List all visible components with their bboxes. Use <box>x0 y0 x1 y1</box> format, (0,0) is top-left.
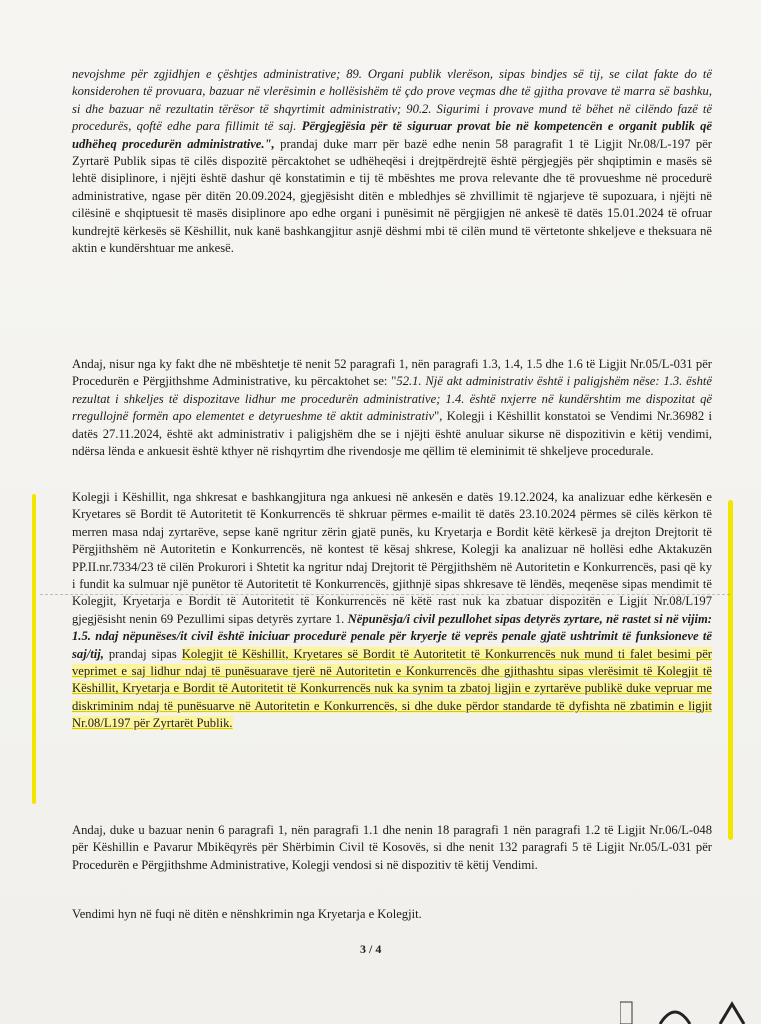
stamp-fragment-icon <box>620 998 750 1024</box>
paragraph-3-quote: Nëpunësja/i civil pezullohet sipas detyrës zyrtare, në rastet si në vijim: 1.5. ndaj nëpunëses/it civil është iniciuar procedurë penale për kryerje të veprës penale gjatë ushtrimit të funksioneve të saj/tij, <box>72 611 712 661</box>
paragraph-3-mid: prandaj sipas <box>103 646 182 661</box>
paragraph-2-body: ", Kolegji i Këshillit konstatoi se Vendimi Nr.36982 i datës 27.11.2024, është akt administrativ i paligjshëm dhe se i njëjti është anuluar sikurse në dispozitivin e këtij vendimi, ndërsa lënda e ankuesit është kthyer në rishqyrtim dhe rivendosje me qëllim të eleminimit të shkeljeve procedurale. <box>72 409 713 459</box>
paragraph-3-highlighted: Kolegjit të Këshillit, Kryetares së Bordit të Autoritetit të Konkurrencës nuk mund ti falet besimi për veprimet e saj lidhur ndaj të punësuarave tjerë në Autoritetin e Konkurrencës dhe gjithashtu sipas vlerësimit të Kolegjit të Këshillit, Kryetarja e Bordit të Autoritetit të Konkurrencës nuk ka synim ta zbatoj ligjin e zyrtarëve publikë duke vepruar me diskriminim ndaj të punësuarve në Autoritetin e Konkurrencës, si dhe duke përdor standarde të dyfishta në zbatimin e ligjit Nr.08/L197 për Zyrtarët Publik. <box>72 646 712 731</box>
paragraph-2-quote: 52.1. Një akt administrativ është i paligjshëm nëse: 1.3. është rezultat i shkeljes të dispozitave lidhur me procedurën administrative; 1.4. është nxjerre në kundërshtim me dispozitat që rregullojnë formën apo elementet e detyrueshme të aktit administrativ <box>72 374 712 424</box>
margin-highlight-left <box>32 494 36 804</box>
quoted-law-text: nevojshme për zgjidhjen e çështjes administrative; 89. Organi publik vlerëson, sipas bindjes së tij, se cilat fakte do të konsiderohen të provuara, bazuar në vlerësimin e hollësishëm të çdo prove veçmas dhe të gjitha provave të marra së bashku, si dhe bazuar në rezultatin tërësor të shqyrtimit administrativ; 90.2. Sigurimi i provave mund të bëhet në cilëndo fazë të procedurës, qoftë edhe para fillimit të saj. <box>72 67 712 134</box>
paragraph-3-intro: Kolegji i Këshillit, nga shkresat e bashkangjitura nga ankuesi në ankesën e datës 19.12.2024, ka analizuar edhe kërkesën e Kryetares së Bordit të Autoritetit të Konkurrencës të shkruar përmes e-mailit të datës 23.10.2024 përmes së cilës kërkon të merren masa ndaj zyrtarëve, sepse kanë ngritur zërin gjatë punës, ku Kryetarja e Bordit këtë kërkesë ja drejton Drejtorit të Përgjithshëm në Autoritetin e Konkurrencës, në kontest të kësaj shkrese, Kolegji ka analizuar në hollësi edhe Aktakuzën PP.II.nr.7334/23 të cilën Prokurori i Shtetit ka ngritur ndaj Drejtorit të Përgjithshëm në Autoritetin e Konkurrencës, pasi që ky i fundit ka sulmuar një punëtor të Autoritetit të Konkurrencës, gjithnjë sipas shkresave të lëndës, meqenëse sipas mendimit të Kolegjit, Kryetarja e Bordit të Autoritetit të Konkurrencës në këtë rast nuk ka zbatuar dispozitën e Ligjit Nr.08/L197 gjegjësisht nenin 69 Pezullimi sipas detyrës zyrtare 1. <box>72 490 712 626</box>
scan-artifact-line <box>40 594 730 595</box>
paragraph-1 <box>72 66 712 257</box>
paragraph-4: Andaj, duke u bazuar nenin 6 paragrafi 1, nën paragrafi 1.1 dhe nenin 18 paragrafi 1 nën paragrafi 1.2 të Ligjit Nr.06/L-048 për Këshillin e Pavarur Mbikëqyrës për Shërbimin Civil të Kosovës, si dhe nenit 132 paragrafi 5 të Ligjit Nr.05/L-031 për Procedurën e Përgjithshme Administrative, Kolegji vendosi si në dispozitiv të këtij Vendimi. <box>72 823 712 872</box>
page-number: 3 / 4 <box>360 942 382 956</box>
paragraph-1-body: prandaj duke marr për bazë edhe nenin 58 paragrafit 1 të Ligjit Nr.08/L-197 për Zyrtarë Publik sipas të cilës dispozitë përcaktohet se udhëheqësi i drejtpërdrejtë është përgjegjës për shqiptimin e masës së lehtë disiplinore, i njëjti është dashur që konstatimin e tij të mbështes me prova relevante dhe të provueshme në procedurë administrative, ngase për ditën 20.09.2024, gjegjësisht ditën e mbledhjes së zhvillimit të ngjarjeve të supozuara, i njëjti në cilësinë e shqiptuesit të masës disiplinore apo edhe organi i punësimit në përgjigjen në ankesë të datës 15.01.2024 të ofruar kundrejtë kërkesës së Këshillit, nuk kanë bashkangjitur asnjë dëshmi mbi të cilën mund të vërtetonte shkeljeve e theksuara në aktin e kundërshtuar me ankesë. <box>72 136 712 256</box>
quoted-law-emphasis: Përgjegjësia për të siguruar provat bie në kompetencën e organit publik që udhëheq procedurën administrative.", <box>72 119 712 151</box>
paragraph-3 <box>72 489 712 733</box>
margin-highlight-right <box>728 500 733 840</box>
paragraph-2 <box>72 356 712 460</box>
paragraph-5: Vendimi hyn në fuqi në ditën e nënshkrimin nga Kryetarja e Kolegjit. <box>72 907 422 921</box>
paragraph-2-intro: Andaj, nisur nga ky fakt dhe në mbështetje të nenit 52 paragrafi 1, nën paragrafi 1.3, 1.4, 1.5 dhe 1.6 të Ligjit Nr.05/L-031 për Procedurën e Përgjithshme Administrative, ku përcaktohet se: " <box>72 357 712 389</box>
